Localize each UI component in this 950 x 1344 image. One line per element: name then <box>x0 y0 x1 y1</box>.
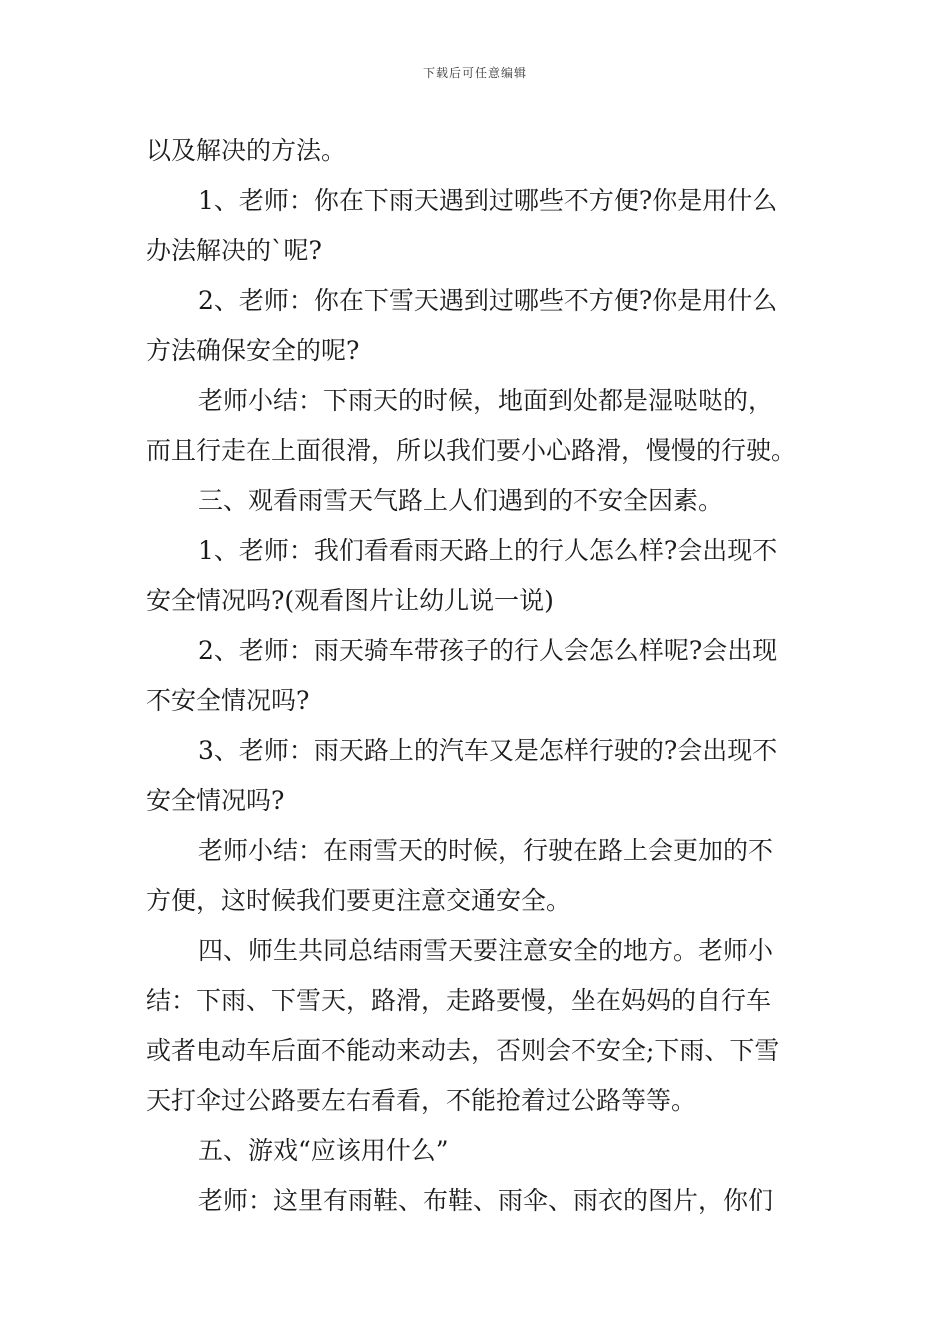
text-line: 或者电动车后面不能动来动去，否则会不安全;下雨、下雪 <box>146 1036 780 1065</box>
section-heading: 四、师生共同总结雨雪天要注意安全的地方。老师小 <box>198 936 774 965</box>
text-line: 天打伞过公路要左右看看，不能抢着过公路等等。 <box>146 1086 697 1115</box>
section-heading: 三、观看雨雪天气路上人们遇到的不安全因素。 <box>198 486 724 515</box>
text-line: 结：下雨、下雪天，路滑，走路要慢，坐在妈妈的自行车 <box>146 986 772 1015</box>
text-line: 安全情况吗? <box>146 786 285 815</box>
text-line: 2、老师：雨天骑车带孩子的行人会怎么样呢?会出现 <box>198 636 778 665</box>
text-line: 办法解决的`呢? <box>146 236 322 265</box>
text-line: 不安全情况吗? <box>146 686 310 715</box>
document-body <box>146 126 808 1226</box>
page-header: 下载后可任意编辑 <box>422 66 527 80</box>
text-line: 方法确保安全的呢? <box>146 336 360 365</box>
text-line: 方便，这时候我们要更注意交通安全。 <box>146 886 572 915</box>
text-line: 而且行走在上面很滑，所以我们要小心路滑，慢慢的行驶。 <box>146 436 797 465</box>
section-heading: 五、游戏“应该用什么” <box>198 1136 449 1165</box>
text-line: 老师小结：下雨天的时候，地面到处都是湿哒哒的， <box>198 386 774 415</box>
text-line: 老师小结：在雨雪天的时候，行驶在路上会更加的不 <box>198 836 774 865</box>
text-line: 以及解决的方法。 <box>146 136 347 165</box>
text-line: 2、老师：你在下雪天遇到过哪些不方便?你是用什么 <box>198 286 778 315</box>
text-line: 1、老师：你在下雨天遇到过哪些不方便?你是用什么 <box>198 186 778 215</box>
text-line: 安全情况吗?(观看图片让幼儿说一说) <box>146 586 554 615</box>
text-line: 3、老师：雨天路上的汽车又是怎样行驶的?会出现不 <box>198 736 778 765</box>
text-line: 1、老师：我们看看雨天路上的行人怎么样?会出现不 <box>198 536 778 565</box>
text-line: 老师：这里有雨鞋、布鞋、雨伞、雨衣的图片，你们 <box>198 1186 774 1215</box>
